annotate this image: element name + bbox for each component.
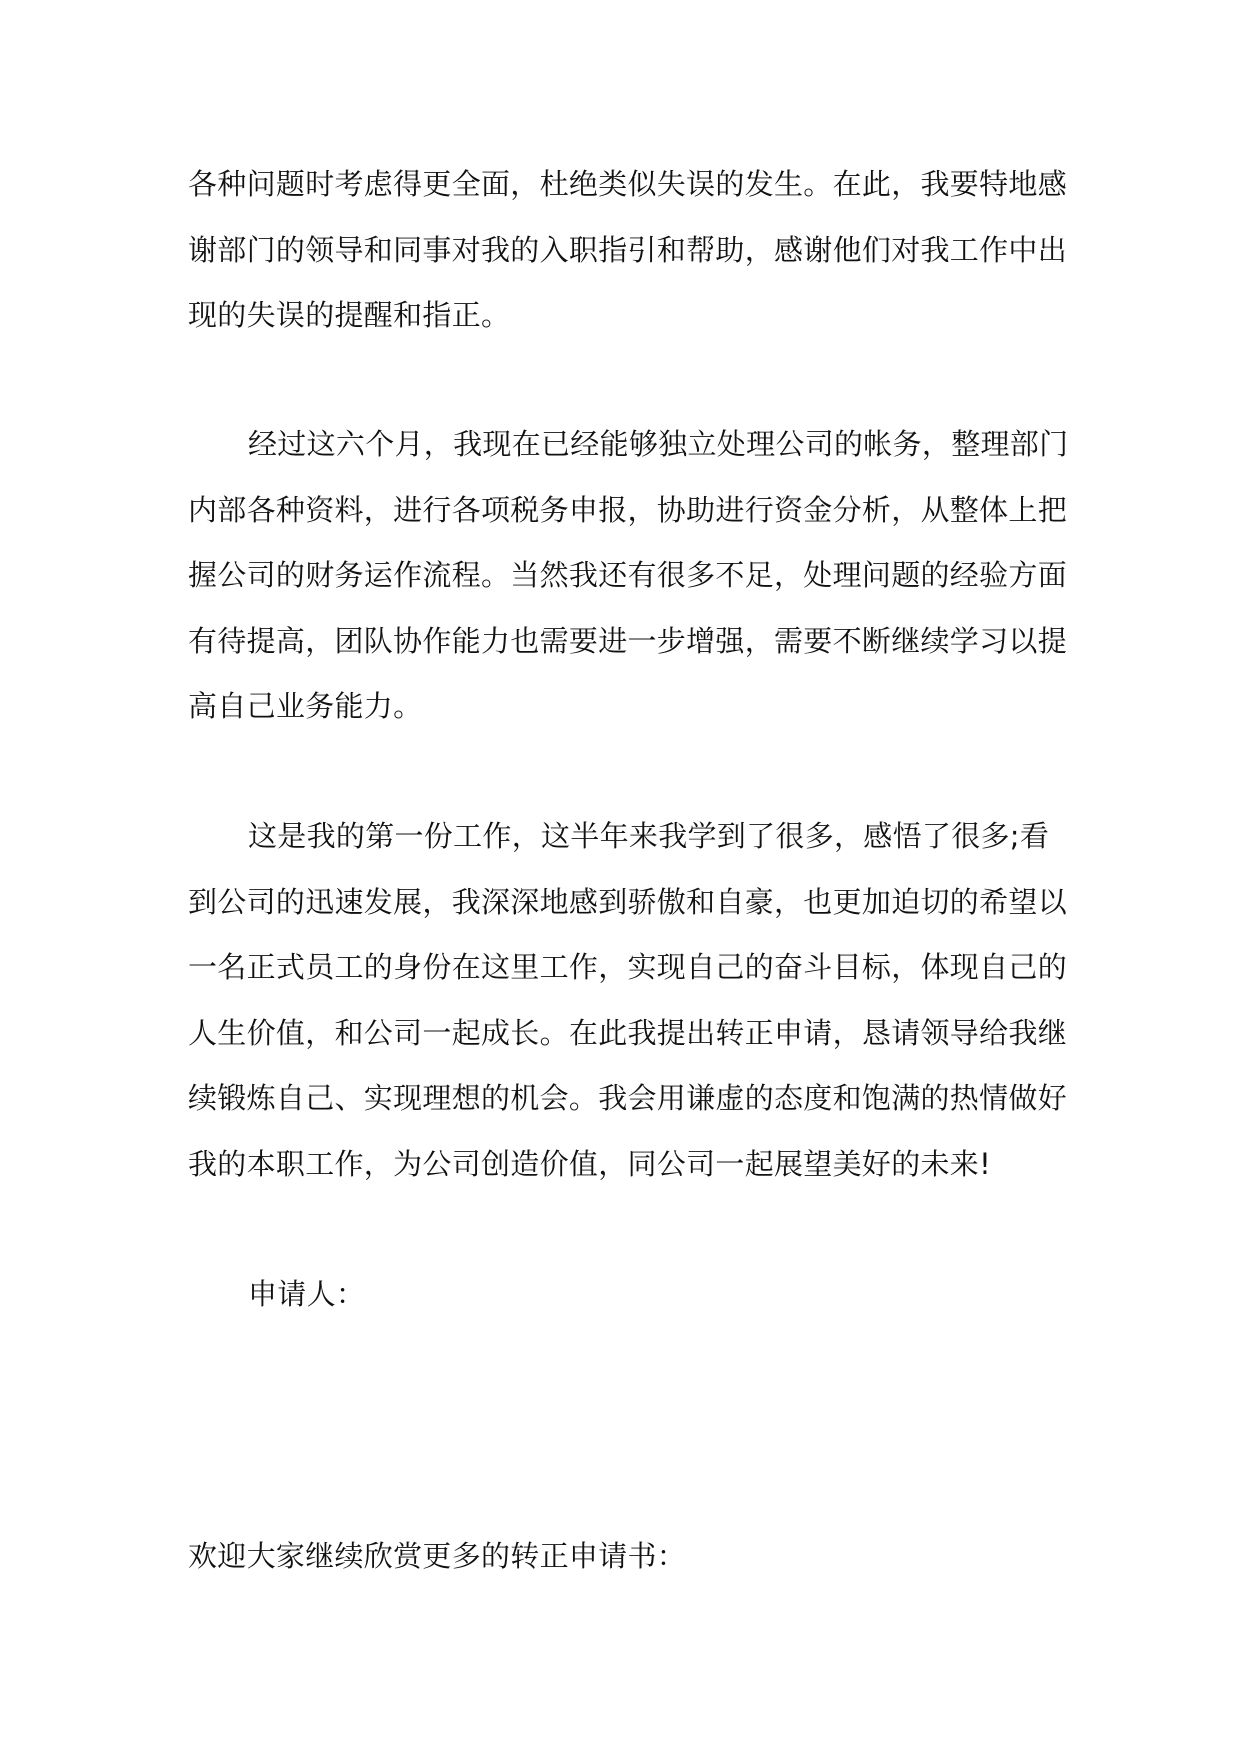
paragraph-line: 到公司的迅速发展，我深深地感到骄傲和自豪，也更加迫切的希望以 bbox=[188, 884, 1068, 919]
footer-note bbox=[188, 1524, 1068, 1590]
paragraph-line: 一名正式员工的身份在这里工作，实现自己的奋斗目标，体现自己的 bbox=[188, 950, 1068, 984]
paragraph-line: 握公司的财务运作流程。当然我还有很多不足，处理问题的经验方面 bbox=[188, 558, 1068, 592]
paragraph-line: 内部各种资料，进行各项税务申报，协助进行资金分析，从整体上把 bbox=[188, 492, 1068, 527]
paragraph-application bbox=[188, 804, 1068, 1197]
applicant-label: 申请人： bbox=[248, 1277, 366, 1311]
applicant-signature bbox=[188, 1262, 1068, 1328]
paragraph-line: 各种问题时考虑得更全面，杜绝类似失误的发生。在此，我要特地感 bbox=[188, 167, 1068, 201]
paragraph-line: 现的失误的提醒和指正。 bbox=[188, 298, 511, 332]
paragraph-line: 谢部门的领导和同事对我的入职指引和帮助，感谢他们对我工作中出 bbox=[188, 232, 1068, 267]
paragraph-line: 这是我的第一份工作，这半年来我学到了很多，感悟了很多;看 bbox=[248, 819, 1050, 853]
paragraph-progress bbox=[188, 412, 1068, 740]
paragraph-line: 经过这六个月，我现在已经能够独立处理公司的帐务，整理部门 bbox=[248, 427, 1069, 461]
footer-note-text: 欢迎大家继续欣赏更多的转正申请书： bbox=[188, 1539, 687, 1573]
paragraph-line: 有待提高，团队协作能力也需要进一步增强，需要不断继续学习以提 bbox=[188, 623, 1068, 658]
paragraph-line: 人生价值，和公司一起成长。在此我提出转正申请，恳请领导给我继 bbox=[188, 1015, 1068, 1050]
paragraph-line: 续锻炼自己、实现理想的机会。我会用谦虚的态度和饱满的热情做好 bbox=[188, 1081, 1068, 1115]
paragraph-gratitude bbox=[188, 152, 1068, 349]
paragraph-line: 我的本职工作，为公司创造价值，同公司一起展望美好的未来! bbox=[188, 1146, 992, 1181]
paragraph-line: 高自己业务能力。 bbox=[188, 689, 423, 723]
